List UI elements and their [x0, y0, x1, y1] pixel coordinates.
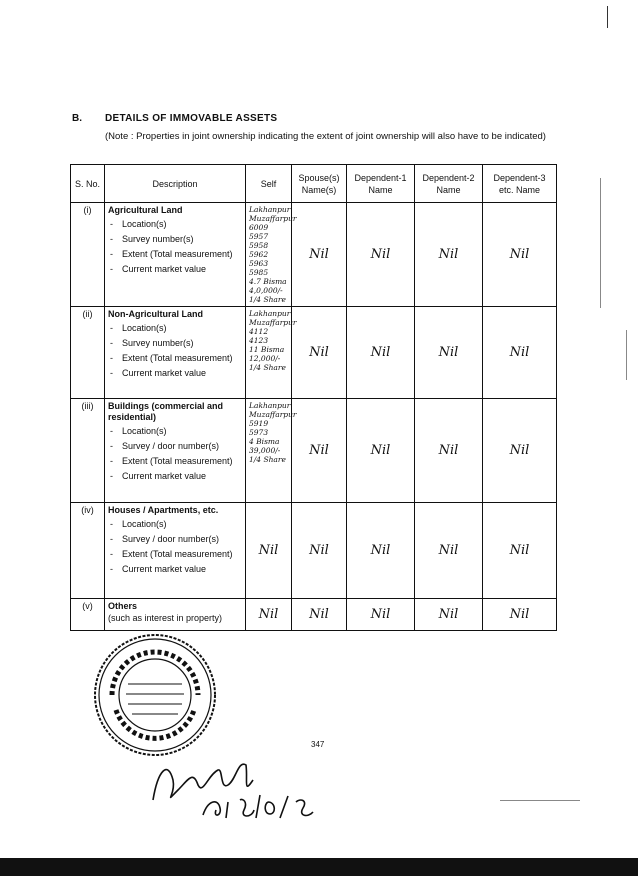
self-line: 5962 — [249, 250, 269, 259]
row-title: Houses / Apartments, etc. — [108, 505, 219, 515]
dep3-value: Nil — [483, 203, 557, 307]
self-line: Muzaffarpur — [249, 410, 297, 419]
header-spouse: Spouse(s) Name(s) — [292, 165, 347, 203]
spouse-value: Nil — [292, 307, 347, 399]
dep3-value: Nil — [483, 399, 557, 503]
section-note: (Note : Properties in joint ownership indicating the extent of joint ownership will also have to be indicated) — [105, 131, 546, 142]
row-item: - Current market value — [108, 368, 242, 379]
row-item: - Current market value — [108, 264, 242, 275]
self-line: 1/4 Share — [249, 363, 286, 372]
dep2-value: Nil — [415, 203, 483, 307]
row-item: - Location(s) — [108, 219, 242, 230]
self-line: Lakhanpur — [249, 205, 291, 214]
self-value: Nil — [246, 599, 292, 631]
self-line: 39,000/- — [249, 446, 281, 455]
self-line: 5963 — [249, 259, 269, 268]
header-description: Description — [105, 165, 246, 203]
table-header-row — [71, 165, 557, 203]
row-item: - Location(s) — [108, 519, 242, 530]
row-item: - Extent (Total measurement) — [108, 456, 242, 467]
row-sno: (ii) — [71, 307, 105, 399]
self-line: 5919 — [249, 419, 269, 428]
self-value — [246, 307, 297, 399]
dep1-value: Nil — [347, 307, 415, 399]
spouse-value: Nil — [292, 599, 347, 631]
row-description — [105, 399, 246, 503]
row-description — [105, 307, 246, 399]
dep3-value: Nil — [483, 503, 557, 599]
scan-edge-mark — [500, 800, 580, 801]
self-line: Muzaffarpur — [249, 318, 297, 327]
immovable-assets-table — [70, 164, 557, 631]
dep1-value: Nil — [347, 599, 415, 631]
row-item: - Survey number(s) — [108, 234, 242, 245]
row-description — [105, 203, 246, 307]
row-item: - Location(s) — [108, 426, 242, 437]
row-title: Others — [108, 601, 138, 611]
table-row — [71, 599, 557, 631]
scan-edge-mark — [600, 178, 601, 308]
row-item: - Survey / door number(s) — [108, 534, 242, 545]
row-item: - Current market value — [108, 471, 242, 482]
spouse-value: Nil — [292, 503, 347, 599]
self-line: Lakhanpur — [249, 401, 291, 410]
header-dep3: Dependent-3 etc. Name — [483, 165, 557, 203]
row-title: Non-Agricultural Land — [108, 309, 203, 319]
self-value: Nil — [246, 503, 292, 599]
self-value — [246, 203, 297, 307]
self-line: 5957 — [249, 232, 269, 241]
self-line: 11 Bisma — [249, 345, 285, 354]
header-sno: S. No. — [71, 165, 105, 203]
dep3-value: Nil — [483, 599, 557, 631]
self-value — [246, 399, 297, 503]
self-line: 4.7 Bisma — [249, 277, 287, 286]
spouse-value: Nil — [292, 399, 347, 503]
row-sno: (iv) — [71, 503, 105, 599]
row-item: - Survey number(s) — [108, 338, 242, 349]
self-line: 12,000/- — [249, 354, 281, 363]
self-line: 5985 — [249, 268, 269, 277]
row-item: - Location(s) — [108, 323, 242, 334]
dep2-value: Nil — [415, 599, 483, 631]
header-self: Self — [246, 165, 292, 203]
dep3-value: Nil — [483, 307, 557, 399]
row-title: Buildings (commercial and residential) — [108, 401, 224, 422]
spouse-value: Nil — [292, 203, 347, 307]
dep1-value: Nil — [347, 503, 415, 599]
scan-edge-mark — [626, 330, 627, 380]
section-title: DETAILS OF IMMOVABLE ASSETS — [105, 113, 278, 124]
row-item: - Extent (Total measurement) — [108, 353, 242, 364]
header-dep1: Dependent-1 Name — [347, 165, 415, 203]
scan-edge-mark — [607, 6, 608, 28]
dep1-value: Nil — [347, 399, 415, 503]
row-sno: (iii) — [71, 399, 105, 503]
self-line: 1/4 Share — [249, 455, 286, 464]
row-item: - Extent (Total measurement) — [108, 249, 242, 260]
page-number: 347 — [311, 740, 325, 749]
self-line: 4,0,000/- 1/4 Share — [249, 286, 286, 304]
row-description — [105, 599, 246, 631]
row-subtitle: (such as interest in property) — [108, 613, 223, 623]
header-dep2: Dependent-2 Name — [415, 165, 483, 203]
row-item: - Survey / door number(s) — [108, 441, 242, 452]
scan-bottom-edge — [0, 858, 638, 876]
dep2-value: Nil — [415, 503, 483, 599]
self-line: 4 Bisma — [249, 437, 280, 446]
signature — [148, 740, 348, 820]
self-line: 6009 — [249, 223, 269, 232]
row-sno: (i) — [71, 203, 105, 307]
table-row — [71, 203, 557, 307]
dep2-value: Nil — [415, 307, 483, 399]
self-line: Muzaffarpur — [249, 214, 297, 223]
table-row — [71, 503, 557, 599]
table-row — [71, 307, 557, 399]
section-letter: B. — [72, 113, 82, 124]
self-line: 5958 — [249, 241, 269, 250]
row-sno: (v) — [71, 599, 105, 631]
self-line: 4112 — [249, 327, 269, 336]
row-description — [105, 503, 246, 599]
table-row — [71, 399, 557, 503]
self-line: Lakhanpur — [249, 309, 291, 318]
self-line: 4123 — [249, 336, 269, 345]
dep2-value: Nil — [415, 399, 483, 503]
row-item: - Current market value — [108, 564, 242, 575]
row-item: - Extent (Total measurement) — [108, 549, 242, 560]
self-line: 5973 — [249, 428, 269, 437]
row-title: Agricultural Land — [108, 205, 183, 215]
dep1-value: Nil — [347, 203, 415, 307]
